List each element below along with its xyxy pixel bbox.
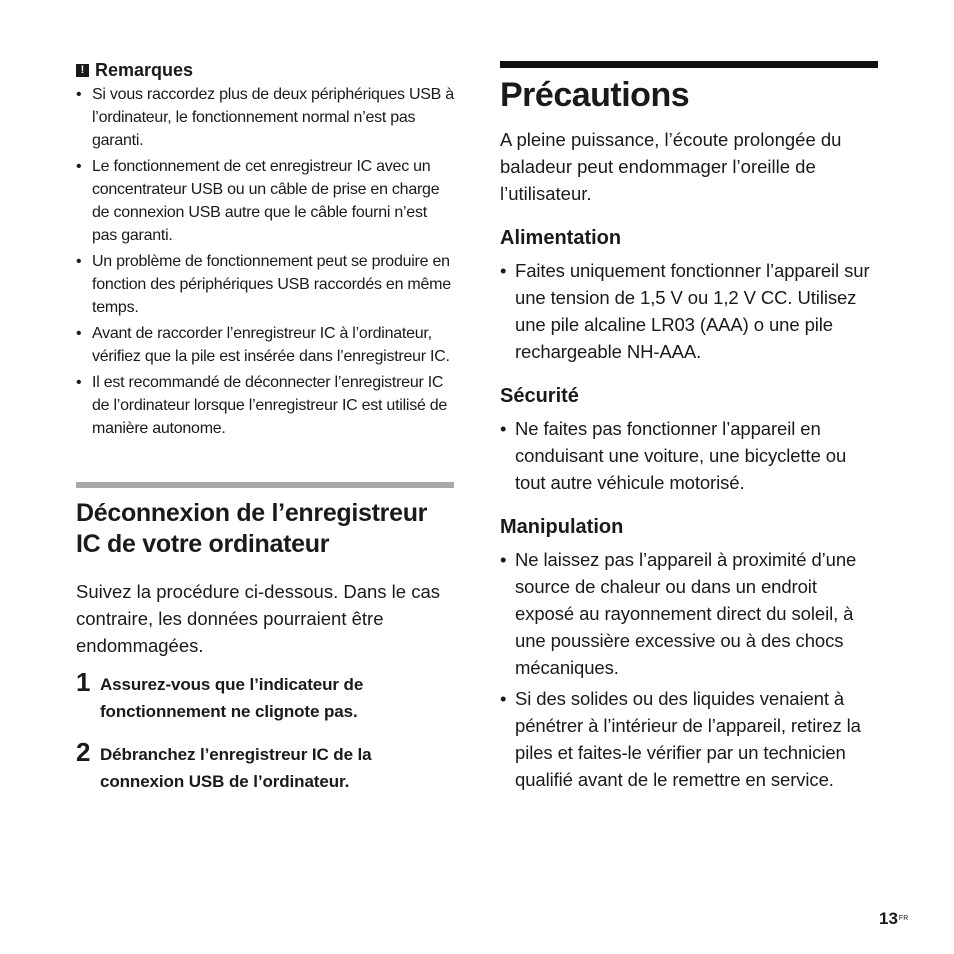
note-item: • Un problème de fonctionnement peut se produire en fonction des périphériques USB raccordés en même temps.: [76, 250, 456, 319]
note-item: • Avant de raccorder l’enregistreur IC à l’ordinateur, vérifiez que la pile est insérée dans l’enregistreur IC.: [76, 322, 456, 368]
notes-heading-label: Remarques: [95, 60, 194, 80]
list-item: • Ne laissez pas l’appareil à proximité d’une source de chaleur ou dans un endroit exposé au rayonnement direct du soleil, à une poussière excessive ou à des chocs mécaniques.: [500, 546, 880, 681]
step-1: [76, 667, 456, 725]
subsection-title-manipulation: Manipulation: [500, 516, 624, 538]
list-item: • Si des solides ou des liquides venaient à pénétrer à l’intérieur de l’appareil, retirez la piles et faites-le vérifier par un technicien qualifié avant de le remettre en service.: [500, 685, 880, 793]
note-item: • Le fonctionnement de cet enregistreur IC avec un concentrateur USB ou un câble de prise en charge de connexion USB autre que le câble fourni n’est pas garanti.: [76, 155, 456, 247]
page-number: [879, 908, 908, 930]
title-rule: [500, 61, 878, 68]
alimentation-list: [500, 257, 880, 365]
step-text: Assurez-vous que l’indicateur de fonctionnement ne clignote pas.: [100, 675, 364, 721]
note-icon: !: [76, 64, 89, 77]
note-item: • Si vous raccordez plus de deux périphériques USB à l’ordinateur, le fonctionnement normal n’est pas garanti.: [76, 83, 456, 152]
page-number-value: 13: [879, 909, 898, 928]
notes-list: [76, 83, 456, 440]
step-number: 1: [76, 667, 91, 697]
note-item: • Il est recommandé de déconnecter l’enregistreur IC de l’ordinateur lorsque l’enregistreur IC est utilisé de manière autonome.: [76, 371, 456, 440]
list-item: • Ne faites pas fonctionner l’appareil en conduisant une voiture, une bicyclette ou tout autre véhicule motorisé.: [500, 415, 880, 496]
step-number: 2: [76, 737, 91, 767]
securite-list: [500, 415, 880, 496]
subsection-title-securite: Sécurité: [500, 385, 579, 407]
section-title: Déconnexion de l’enregistreur IC de votre ordinateur: [76, 499, 428, 558]
list-item: • Faites uniquement fonctionner l’appareil sur une tension de 1,5 V ou 1,2 V CC. Utilisez une pile alcaline LR03 (AAA) o une pile rechargeable NH-AAA.: [500, 257, 880, 365]
section-intro: Suivez la procédure ci-dessous. Dans le cas contraire, les données pourraient être endommagées.: [76, 581, 441, 656]
language-code: FR: [898, 915, 909, 922]
notes-heading: [76, 58, 456, 82]
step-2: [76, 737, 456, 795]
left-column: [76, 58, 456, 795]
right-column: [500, 61, 880, 797]
subsection-title-alimentation: Alimentation: [500, 227, 622, 249]
manipulation-list: [500, 546, 880, 793]
precautions-intro: A pleine puissance, l’écoute prolongée du baladeur peut endommager l’oreille de l’utilisateur.: [500, 129, 842, 204]
section-divider: [76, 482, 454, 488]
page-title: Précautions: [500, 76, 690, 114]
step-text: Débranchez l’enregistreur IC de la connexion USB de l’ordinateur.: [100, 745, 372, 791]
